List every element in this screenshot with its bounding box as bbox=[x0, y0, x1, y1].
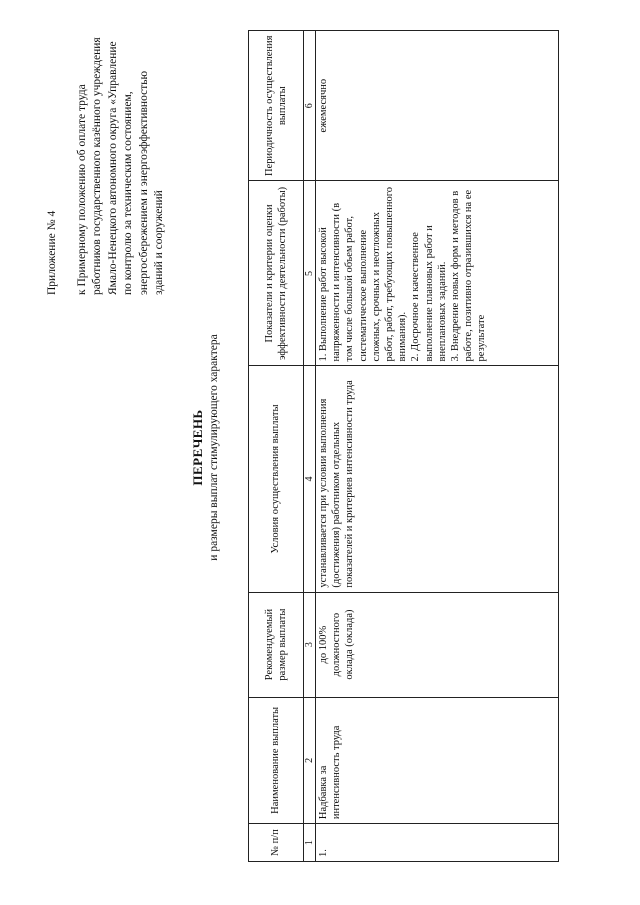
column-number-row bbox=[304, 31, 316, 862]
header-cell-periodicity: Периодичность осуществления выплаты bbox=[249, 31, 304, 181]
column-number: 3 bbox=[304, 592, 316, 697]
appendix-title: Приложение № 4 bbox=[46, 210, 58, 295]
payment-criteria bbox=[316, 181, 559, 366]
column-number: 6 bbox=[304, 31, 316, 181]
payments-table bbox=[248, 30, 559, 862]
document-heading bbox=[190, 25, 220, 870]
criteria-item: 1. Выполнение работ высокой напряженности и интенсивности (в том числе большой объем работ, систематическое выполнение сложных, срочных и неотложных работ, работ, требующих повышенного внимания). bbox=[318, 186, 409, 362]
column-number: 5 bbox=[304, 181, 316, 366]
table-row bbox=[316, 31, 559, 862]
column-number: 4 bbox=[304, 366, 316, 592]
appendix-line: Ямало-Ненецкого автономного округа «Управление bbox=[106, 41, 119, 295]
payment-conditions: устанавливается при условии выполнения (достижения) работником отдельных показателей и критериев интенсивности труда bbox=[316, 366, 559, 592]
payment-periodicity: ежемесячно bbox=[316, 31, 559, 181]
row-number: 1. bbox=[316, 824, 559, 862]
appendix-line: по контролю за техническим состоянием, bbox=[122, 91, 134, 295]
criteria-item: 3. Внедрение новых форм и методов в работе, позитивно отразившихся на ее результате bbox=[450, 189, 488, 362]
header-cell-size: Рекомендуемый размер выплаты bbox=[249, 592, 304, 697]
appendix-line: работников государственного казённого учреждения bbox=[91, 37, 103, 295]
column-number: 1 bbox=[304, 824, 316, 862]
appendix-note bbox=[45, 25, 168, 295]
column-number: 2 bbox=[304, 697, 316, 824]
document-page bbox=[30, 25, 610, 870]
document-title: ПЕРЕЧЕНЬ bbox=[190, 409, 205, 486]
header-cell-conditions: Условия осуществления выплаты bbox=[249, 366, 304, 592]
payment-size: до 100% должностного оклада (оклада) bbox=[316, 592, 559, 697]
appendix-line: зданий и сооружений bbox=[153, 190, 165, 295]
appendix-line: к Примерному положению об оплате труда bbox=[75, 84, 88, 295]
table-header-row bbox=[249, 31, 304, 862]
header-cell-criteria: Показатели и критерии оценки эффективности деятельности (работы) bbox=[249, 181, 304, 366]
appendix-line: энергосбережением и энергоэффективностью bbox=[137, 70, 150, 295]
header-cell-number: № п/п bbox=[249, 824, 304, 862]
document-subtitle: и размеры выплат стимулирующего характера bbox=[208, 334, 220, 561]
criteria-item: 2. Досрочное и качественное выполнение плановых работ и внеплановых заданий. bbox=[410, 225, 448, 362]
payment-name: Надбавка за интенсивность труда bbox=[316, 697, 559, 824]
header-cell-name: Наименование выплаты bbox=[249, 697, 304, 824]
